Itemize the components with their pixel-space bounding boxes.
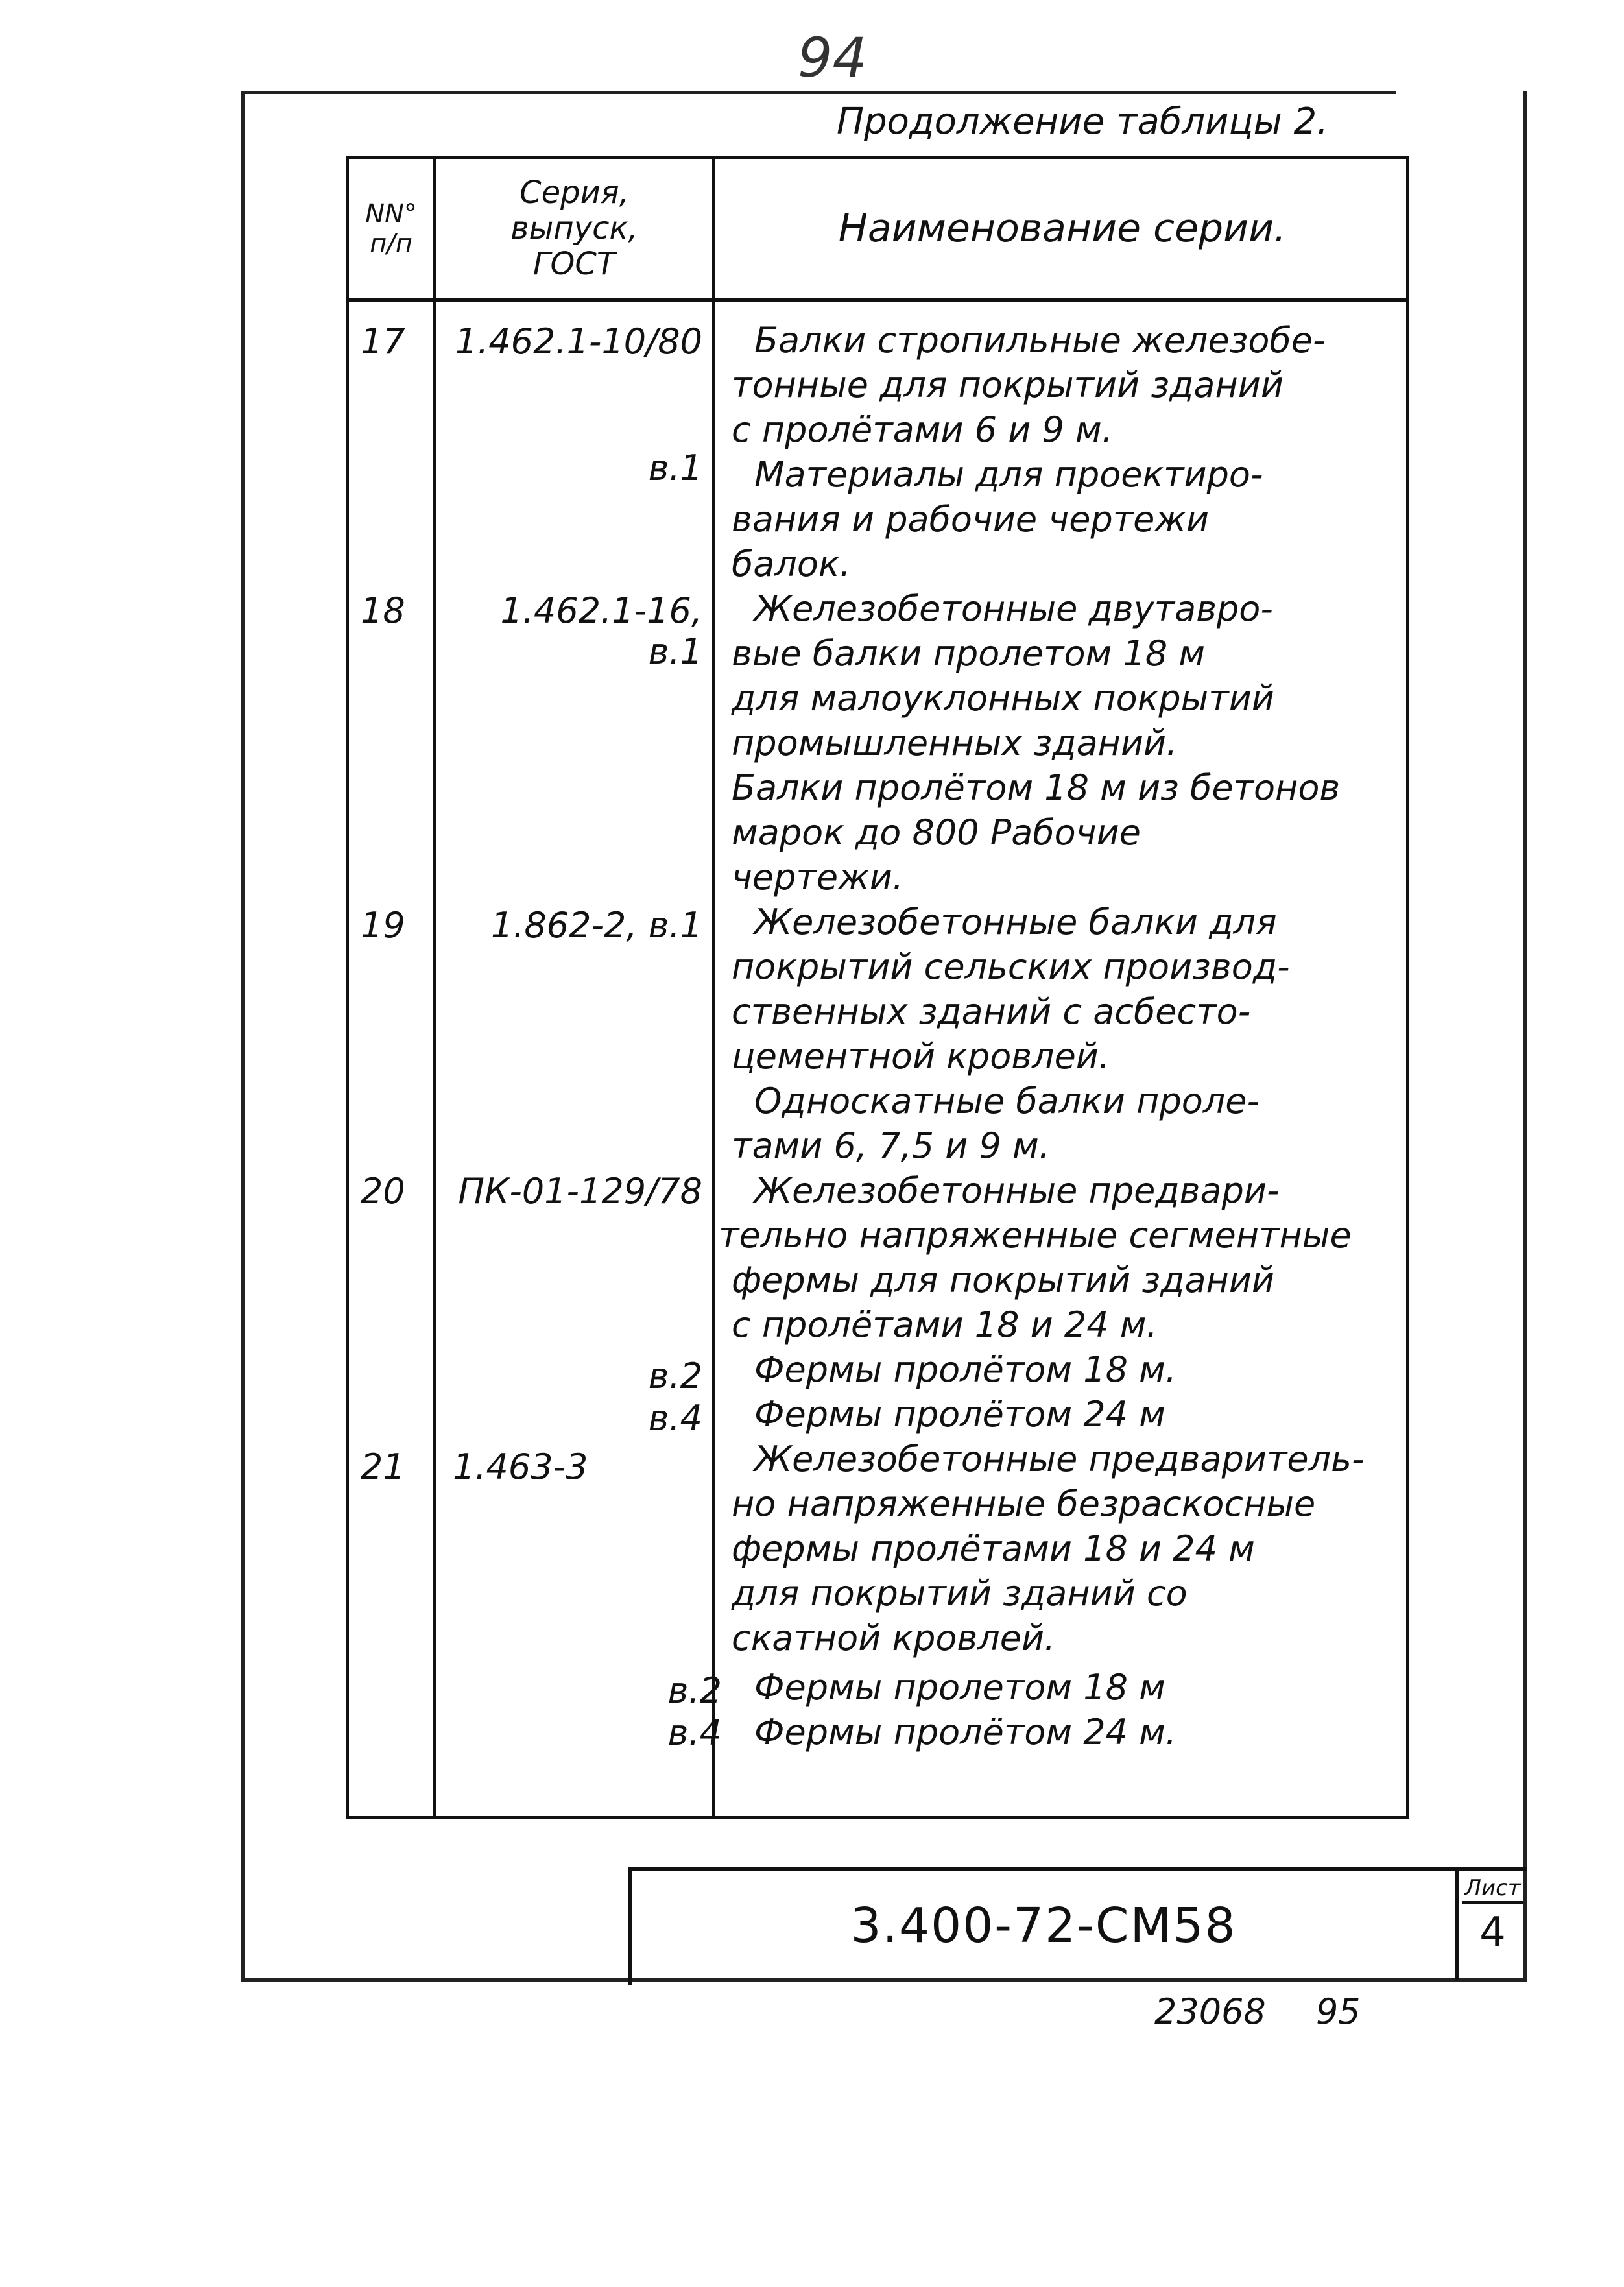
- name-line: с пролётами 18 и 24 м.: [732, 1304, 1158, 1345]
- name-line: марок до 800 Рабочие: [732, 812, 1141, 853]
- name-line: Фермы пролётом 24 м.: [754, 1712, 1177, 1753]
- name-line: но напряженные безраскосные: [732, 1483, 1316, 1524]
- name-line: Балки стропильные железобе-: [754, 320, 1326, 361]
- name-line: Односкатные балки проле-: [754, 1081, 1260, 1121]
- name-line: ственных зданий с асбесто-: [732, 991, 1251, 1032]
- frame-right-border: [1523, 91, 1527, 1982]
- series-cell: ПК-01-129/78: [458, 1171, 702, 1212]
- name-line: вые балки пролетом 18 м: [732, 633, 1206, 674]
- name-line: Балки пролётом 18 м из бетонов: [732, 767, 1341, 808]
- name-line: Материалы для проектиро-: [754, 454, 1263, 495]
- name-line: тами 6, 7,5 и 9 м.: [732, 1125, 1050, 1166]
- name-line: Железобетонные предваритель-: [754, 1439, 1365, 1479]
- header-number-line: п/п: [370, 228, 412, 259]
- row-number: 19: [361, 905, 405, 946]
- header-name: Наименование серии.: [838, 206, 1287, 251]
- name-line: Железобетонные балки для: [754, 902, 1277, 942]
- name-line: балок.: [732, 544, 851, 584]
- row-number: 17: [361, 321, 405, 362]
- column-divider: [433, 159, 436, 1816]
- header-number: [349, 159, 433, 298]
- name-line: фермы пролётами 18 и 24 м: [732, 1528, 1255, 1569]
- header-series-line: ГОСТ: [532, 246, 616, 283]
- series-cell: 1.862-2, в.1: [490, 905, 702, 946]
- name-line: фермы для покрытий зданий: [732, 1260, 1275, 1300]
- frame-left-border: [241, 91, 245, 1982]
- name-line: цементной кровлей.: [732, 1036, 1110, 1077]
- title-block: [628, 1867, 1527, 1985]
- series-table: [346, 156, 1409, 1819]
- row-number: 20: [361, 1171, 405, 1212]
- archive-number: 23068 95: [1154, 1991, 1361, 2032]
- name-line: скатной кровлей.: [732, 1618, 1056, 1658]
- table-caption: Продолжение таблицы 2.: [837, 101, 1329, 143]
- name-line: промышленных зданий.: [732, 723, 1178, 763]
- name-line: для покрытий зданий со: [732, 1573, 1188, 1614]
- name-line: вания и рабочие чертежи: [732, 499, 1210, 540]
- frame-top-border: [241, 91, 1396, 94]
- name-line: тельно напряженные сегментные: [719, 1215, 1352, 1256]
- name-line: тонные для покрытий зданий: [732, 365, 1284, 405]
- header-series: [436, 159, 712, 298]
- header-number-line: NN°: [365, 198, 417, 229]
- name-line: с пролётами 6 и 9 м.: [732, 409, 1113, 450]
- name-line: Железобетонные предвари-: [754, 1170, 1280, 1211]
- name-line: покрытий сельских производ-: [732, 946, 1290, 987]
- header-rule: [349, 298, 1406, 302]
- series-cell: в.2: [648, 1356, 702, 1396]
- sheet-number: 4: [1479, 1909, 1506, 1957]
- series-cell: в.1: [648, 448, 702, 488]
- name-line: Фермы пролётом 24 м: [754, 1394, 1165, 1435]
- column-divider: [712, 159, 715, 1816]
- row-number: 18: [361, 590, 405, 631]
- name-line: Фермы пролетом 18 м: [754, 1667, 1165, 1708]
- header-series-line: выпуск,: [510, 210, 638, 246]
- series-cell: в.2: [667, 1670, 722, 1711]
- name-line: Железобетонные двутавро-: [754, 588, 1273, 629]
- series-cell: 1.462.1-16, в.1: [500, 590, 702, 672]
- page-number: 94: [798, 26, 867, 90]
- document-code: 3.400-72-СМ58: [632, 1871, 1459, 1980]
- series-cell: 1.462.1-10/80: [455, 321, 702, 362]
- name-line: чертежи.: [732, 857, 903, 898]
- series-cell: 1.463-3: [453, 1446, 588, 1487]
- series-cell: в.4: [648, 1398, 702, 1439]
- series-cell: в.4: [667, 1712, 722, 1753]
- name-line: Фермы пролётом 18 м.: [754, 1349, 1177, 1390]
- header-series-line: Серия,: [519, 174, 629, 211]
- name-line: для малоуклонных покрытий: [732, 678, 1274, 719]
- sheet-label: Лист: [1462, 1875, 1523, 1904]
- row-number: 21: [361, 1446, 405, 1487]
